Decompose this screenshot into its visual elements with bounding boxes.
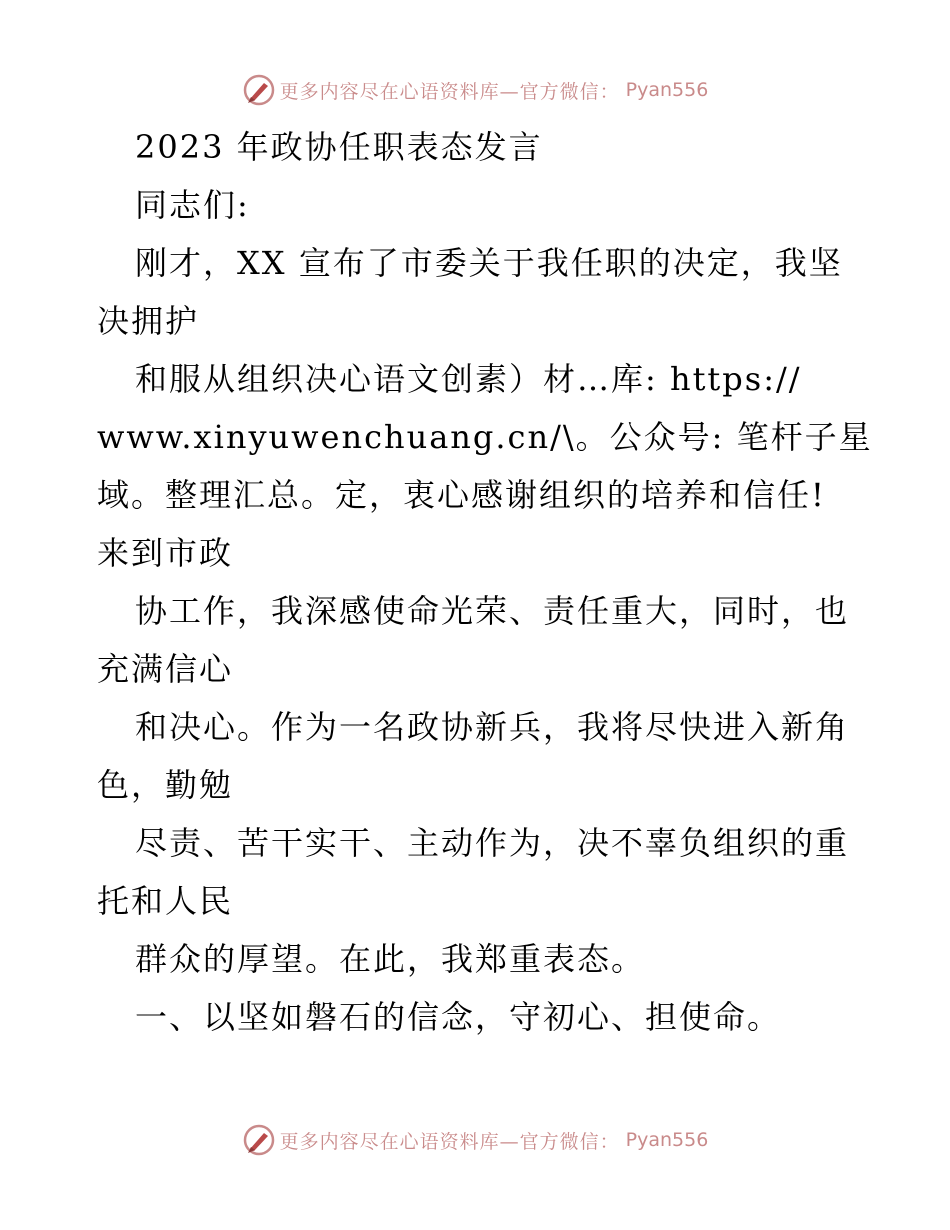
paragraph-line: 协工作，我深感使命光荣、责任重大，同时，也 xyxy=(135,592,850,630)
paragraph-line: 托和人民 xyxy=(97,882,234,920)
section-heading: 一、以坚如磐石的信念，守初心、担使命。 xyxy=(135,998,782,1036)
paragraph-line: 刚才，XX 宣布了市委关于我任职的决定，我坚 xyxy=(135,244,843,282)
footer-watermark-banner xyxy=(0,1120,950,1160)
document-title: 2023 年政协任职表态发言 xyxy=(135,128,543,166)
header-banner-text: 更多内容尽在心语资料库—官方微信： xyxy=(279,80,620,103)
paragraph-line: 和服从组织决心语文创素）材…库: https:// xyxy=(135,360,802,398)
paragraph-line: 和决心。作为一名政协新兵，我将尽快进入新角 xyxy=(135,708,850,746)
footer-banner-text: 更多内容尽在心语资料库—官方微信： xyxy=(279,1130,620,1153)
paragraph-line: 尽责、苦干实干、主动作为，决不辜负组织的重 xyxy=(135,824,850,862)
header-watermark-banner xyxy=(0,70,950,110)
paragraph-line: 群众的厚望。在此，我郑重表态。 xyxy=(135,940,646,978)
paragraph-line: 域。整理汇总。定，衷心感谢组织的培养和信任! xyxy=(97,476,826,514)
paragraph-line: 决拥护 xyxy=(97,302,200,340)
document-body xyxy=(97,118,877,1046)
salutation: 同志们: xyxy=(135,186,250,224)
paragraph-line: 充满信心 xyxy=(97,650,234,688)
header-wechat-id: Pyan556 xyxy=(625,79,709,101)
paragraph-line: 来到市政 xyxy=(97,534,234,572)
footer-wechat-id: Pyan556 xyxy=(625,1129,709,1151)
pen-logo-icon xyxy=(242,1123,276,1157)
pen-logo-icon xyxy=(242,73,276,107)
paragraph-line: www.xinyuwenchuang.cn/\。公众号: 笔杆子星 xyxy=(97,418,873,456)
paragraph-line: 色，勤勉 xyxy=(97,766,234,804)
